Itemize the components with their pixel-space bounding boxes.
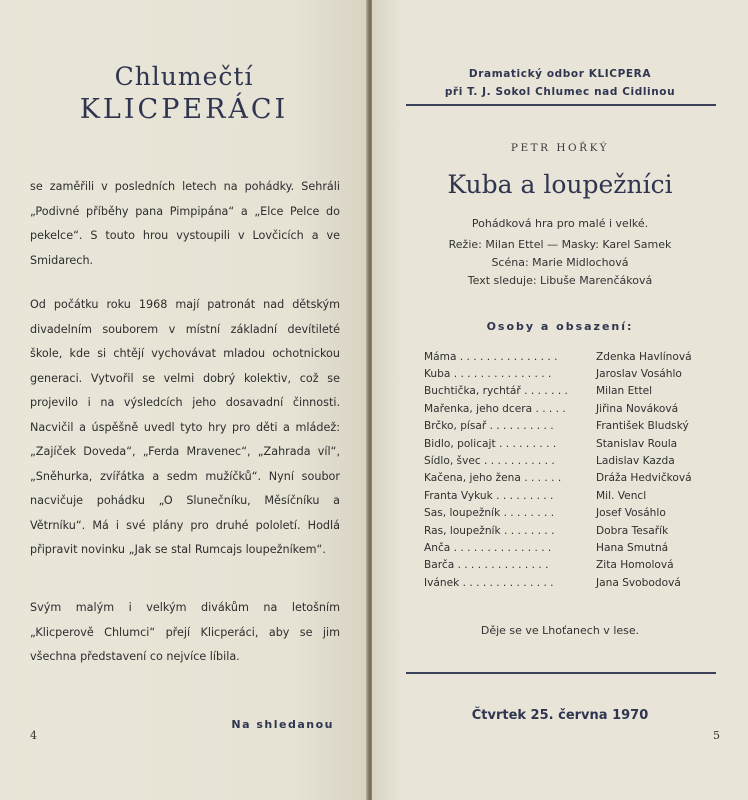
cast-row	[424, 487, 724, 504]
bottom-divider	[406, 672, 716, 674]
cast-actor: Jiřina Nováková	[596, 402, 679, 415]
paragraph-text: Svým malým i velkým divákům na letošním „Klicperově Chlumci“ přejí Klicperáci, aby se jim všechna představení co nejvíce líbila.	[30, 601, 340, 663]
cast-role: Anča . . . . . . . . . . . . . . .	[424, 541, 552, 554]
cast-role: Buchtička, rychtář . . . . . . .	[424, 385, 568, 398]
left-title-line1: Chlumečtí	[114, 62, 254, 91]
farewell-text: Na shledanou	[231, 718, 334, 731]
cast-actor: František Bludský	[596, 420, 689, 433]
cast-actor: Zdenka Havlínová	[596, 350, 692, 363]
cast-row	[424, 365, 724, 382]
left-paragraph-2	[30, 293, 340, 563]
credit-line-3: Scéna: Marie Midlochová	[491, 256, 629, 269]
cast-role: Sas, loupežník . . . . . . . .	[424, 507, 555, 520]
cast-list	[424, 348, 724, 591]
cast-row	[424, 348, 724, 365]
cast-actor: Ladislav Kazda	[596, 455, 675, 468]
cast-role: Brčko, písař . . . . . . . . . .	[424, 420, 554, 433]
cast-row	[424, 505, 724, 522]
cast-role: Franta Vykuk . . . . . . . . .	[424, 489, 554, 502]
credit-line-1: Pohádková hra pro malé i velké.	[471, 217, 649, 230]
cast-actor: Mil. Vencl	[596, 489, 647, 502]
play-title: Kuba a loupežníci	[447, 170, 673, 199]
cast-role: Bidlo, policajt . . . . . . . . .	[424, 437, 557, 450]
performance-date: Čtvrtek 25. června 1970	[471, 708, 649, 723]
cast-actor: Zita Homolová	[596, 559, 674, 572]
cast-row	[424, 557, 724, 574]
left-paragraph-1	[30, 175, 340, 273]
cast-role: Ras, loupežník . . . . . . . .	[424, 524, 555, 537]
paragraph-text: se zaměřili v posledních letech na pohádky. Sehráli „Podivné příběhy pana Pimpipána“ a „Elce Pelce do pekelce“. S touto hrou vystoupili v Lovčicích a ve Smidarech.	[30, 180, 340, 267]
cast-row	[424, 435, 724, 452]
cast-role: Šídlo, švec . . . . . . . . . . .	[424, 455, 555, 468]
author-name: PETR HOŘKÝ	[510, 142, 610, 154]
cast-actor: Milan Ettel	[596, 385, 653, 398]
cast-role: Barča . . . . . . . . . . . . . .	[424, 559, 549, 572]
left-title-line2: KLICPERÁCI	[79, 94, 289, 125]
cast-role: Kačena, jeho žena . . . . . .	[424, 472, 562, 485]
cast-row	[424, 522, 724, 539]
page-number-left: 4	[30, 729, 37, 742]
right-page	[372, 0, 748, 800]
cast-row	[424, 470, 724, 487]
cast-role: Mařenka, jeho dcera . . . . .	[424, 402, 566, 415]
left-paragraph-3	[30, 596, 340, 670]
cast-row	[424, 418, 724, 435]
org-line-2: při T. J. Sokol Chlumec nad Cidlinou	[444, 86, 676, 98]
credit-line-4: Text sleduje: Libuše Marenčáková	[467, 274, 653, 287]
cast-role: Kuba . . . . . . . . . . . . . . .	[424, 368, 552, 381]
org-line-1: Dramatický odbor KLICPERA	[468, 68, 652, 80]
cast-row	[424, 574, 724, 591]
cast-actor: Jana Svobodová	[596, 576, 681, 589]
top-divider	[406, 104, 716, 106]
cast-heading: Osoby a obsazení:	[486, 320, 634, 333]
cast-actor: Dráža Hedvičková	[596, 472, 692, 485]
cast-role: Ivánek . . . . . . . . . . . . . .	[424, 576, 554, 589]
left-page	[0, 0, 368, 800]
cast-actor: Stanislav Roula	[596, 437, 678, 450]
credit-line-2: Režie: Milan Ettel — Masky: Karel Samek	[448, 238, 672, 251]
cast-actor: Jaroslav Vosáhlo	[596, 368, 682, 381]
paragraph-text: Od počátku roku 1968 mají patronát nad dětským divadelním souborem v místní základní devítileté škole, kde si chtějí vychovávat mladou ochotnickou generaci. Vytvořil se velmi dobrý kolektiv, což se projevilo i na výsledcích jeho dosavadní činnosti. Nacvičil a úspěšně uvedl tyto hry pro děti a mládež: „Zajíček Doveda“, „Ferda Mravenec“, „Zahrada víl“, „Sněhurka, zvířátka a sedm mužíčků“. Nyní soubor nacvičuje pohádku „O Slunečníku, Měsíčníku a Větrníku“. Má i své plány pro druhé pololetí. Hodlá připravit novinku „Jak se stal Rumcajs loupežníkem“.	[30, 298, 340, 556]
setting-line: Děje se ve Lhoťanech v lese.	[480, 624, 640, 637]
cast-row	[424, 452, 724, 469]
page-number-right: 5	[713, 729, 720, 742]
cast-row	[424, 539, 724, 556]
cast-role: Máma . . . . . . . . . . . . . . .	[424, 350, 558, 363]
cast-actor: Josef Vosáhlo	[596, 507, 666, 520]
cast-row	[424, 383, 724, 400]
cast-actor: Hana Smutná	[596, 541, 669, 554]
cast-row	[424, 400, 724, 417]
cast-actor: Dobra Tesařík	[596, 524, 669, 537]
